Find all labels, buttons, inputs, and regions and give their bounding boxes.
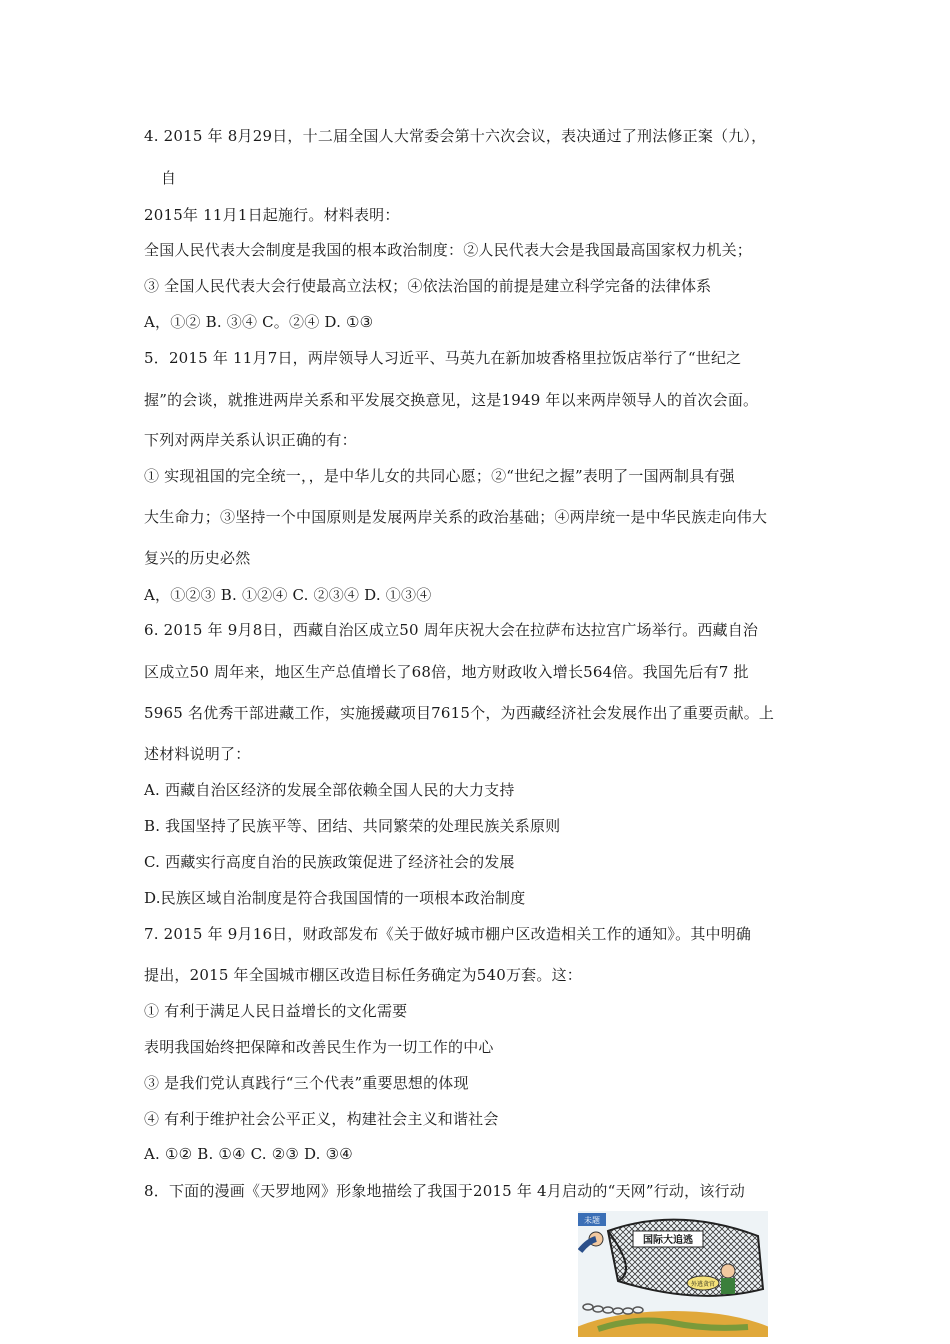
q5-option-line-2: 大生命力；③坚持一个中国原则是发展两岸关系的政治基础；④两岸统一是中华民族走向伟大 — [144, 508, 768, 526]
cartoon-corner-label: 未题 — [584, 1216, 600, 1225]
q4-option-line-1: 全国人民代表大会制度是我国的根本政治制度：②人民代表大会是我国最高国家权力机关； — [144, 241, 753, 259]
q8-stem-line-1: 8．下面的漫画《天罗地网》形象地描绘了我国于2015 年 4月启动的“天网”行动，该行动 — [144, 1182, 745, 1200]
q4-stem-line-2: 自 — [161, 169, 177, 187]
q7-stem-line-1: 7. 2015 年 9月16日，财政部发布《关于做好城市棚户区改造相关工作的通知》。其中明确 — [144, 925, 752, 943]
cartoon-tianluodiwang — [578, 1211, 768, 1337]
q6-option-a: A. 西藏自治区经济的发展全部依赖全国人民的大力支持 — [144, 781, 515, 799]
cartoon-drawing — [578, 1211, 768, 1337]
q5-option-line-3: 复兴的历史必然 — [144, 549, 251, 567]
cartoon-sign-text: 外逃贪官 — [690, 1281, 716, 1288]
q5-stem-line-2: 握”的会谈，就推进两岸关系和平发展交换意见，这是1949 年以来两岸领导人的首次会面。 — [144, 391, 759, 409]
q6-stem-line-1: 6. 2015 年 9月8日，西藏自治区成立50 周年庆祝大会在拉萨布达拉宫广场举行。西藏自治 — [144, 621, 759, 639]
q5-option-line-1: ① 实现祖国的完全统一，，是中华儿女的共同心愿；②“世纪之握”表明了一国两制具有强 — [144, 467, 735, 485]
q7-option-1: ① 有利于满足人民日益增长的文化需要 — [144, 1002, 408, 1020]
q5-stem-line-1: 5．2015 年 11月7日，两岸领导人习近平、马英九在新加坡香格里拉饭店举行了“世纪之 — [144, 349, 742, 367]
q7-option-4: ④ 有利于维护社会公平正义，构建社会主义和谐社会 — [144, 1110, 499, 1128]
q6-option-d: D.民族区域自治制度是符合我国国情的一项根本政治制度 — [144, 889, 526, 907]
q6-option-b: B. 我国坚持了民族平等、团结、共同繁荣的处理民族关系原则 — [144, 817, 561, 835]
q4-option-line-2: ③ 全国人民代表大会行使最高立法权；④依法治国的前提是建立科学完备的法律体系 — [144, 277, 712, 295]
q7-option-3: ③ 是我们党认真践行“三个代表”重要思想的体现 — [144, 1074, 469, 1092]
q7-choices: A. ①② B. ①④ C. ②③ D. ③④ — [144, 1145, 353, 1163]
q7-stem-line-2: 提出，2015 年全国城市棚区改造目标任务确定为540万套。这： — [144, 966, 582, 984]
cartoon-banner-text: 国际大追逃 — [643, 1235, 693, 1246]
q4-stem-line-1: 4. 2015 年 8月29日，十二届全国人大常委会第十六次会议，表决通过了刑法修正案（九）， — [144, 127, 767, 145]
q6-stem-line-4: 述材料说明了： — [144, 745, 251, 763]
q6-stem-line-3: 5965 名优秀干部进藏工作，实施援藏项目7615个，为西藏经济社会发展作出了重要贡献。上 — [144, 704, 775, 722]
q6-option-c: C. 西藏实行高度自治的民族政策促进了经济社会的发展 — [144, 853, 515, 871]
q4-stem-line-3: 2015年 11月1日起施行。材料表明： — [144, 206, 400, 224]
q4-choices: A，①② B. ③④ C。②④ D. ①③ — [144, 313, 374, 331]
q5-stem-line-3: 下列对两岸关系认识正确的有： — [144, 431, 357, 449]
q5-choices: A，①②③ B. ①②④ C. ②③④ D. ①③④ — [144, 586, 432, 604]
q7-option-2: 表明我国始终把保障和改善民生作为一切工作的中心 — [144, 1038, 494, 1056]
q6-stem-line-2: 区成立50 周年来，地区生产总值增长了68倍，地方财政收入增长564倍。我国先后有7 批 — [144, 663, 749, 681]
